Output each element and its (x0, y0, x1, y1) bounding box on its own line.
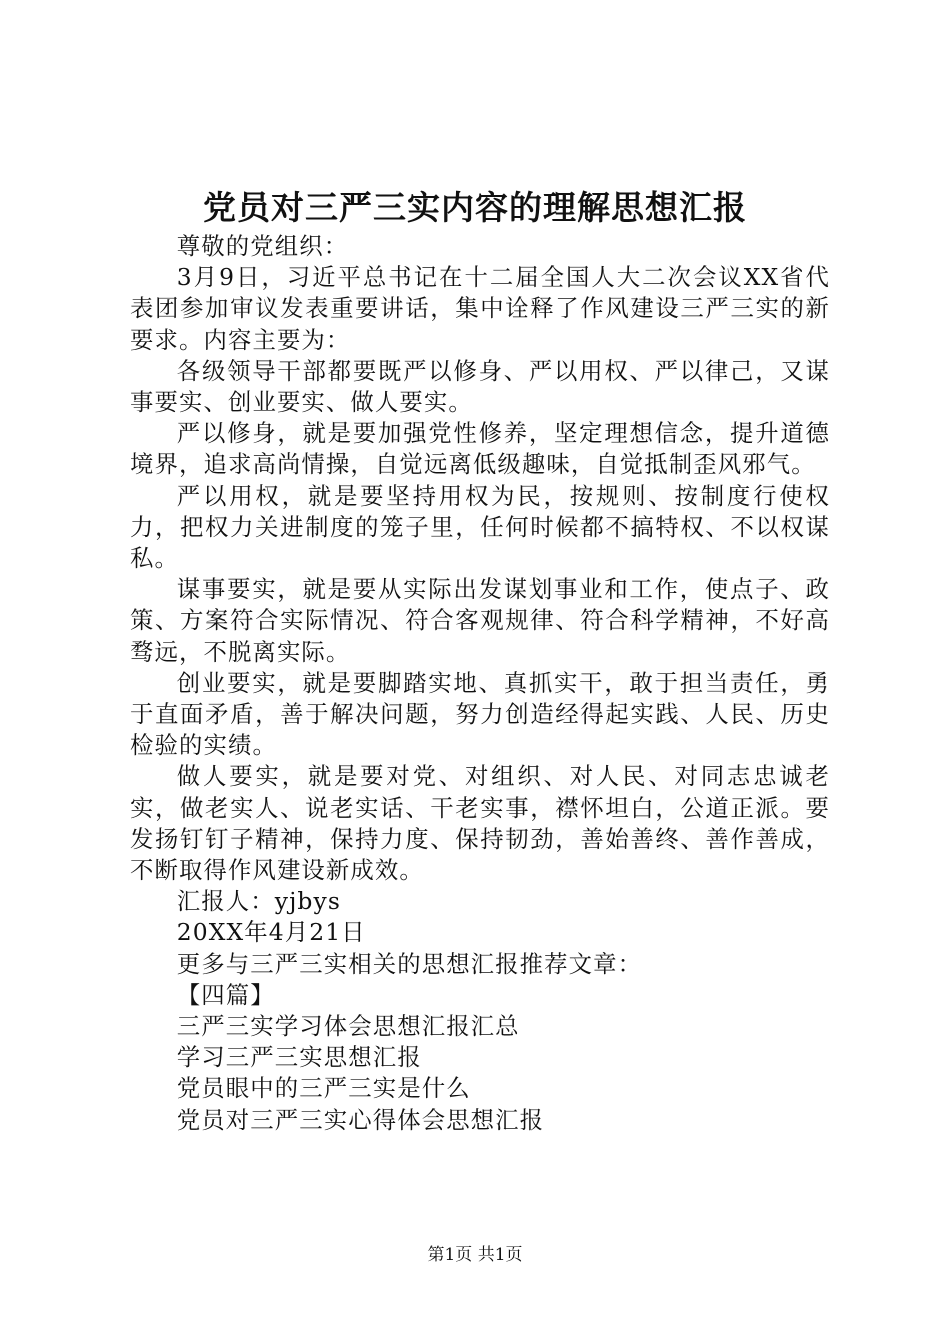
related-article-link[interactable]: 学习三严三实思想汇报 (176, 1043, 422, 1072)
related-count: 【四篇】 (176, 980, 275, 1009)
paragraph: 3月9日，习近平总书记在十二届全国人大二次会议XX省代表团参加审议发表重要讲话，集中诠释了作风建设三严三实的新要求。内容主要为： (130, 263, 830, 354)
paragraph: 严以修身，就是要加强党性修养，坚定理想信念，提升道德境界，追求高尚情操，自觉远离低级趣味，自觉抵制歪风邪气。 (130, 419, 830, 479)
salutation: 尊敬的党组织： (176, 232, 349, 260)
reporter-line: 汇报人：yjbys (176, 887, 341, 916)
document-body (130, 231, 830, 1136)
paragraph: 谋事要实，就是要从实际出发谋划事业和工作，使点子、政策、方案符合实际情况、符合客观规律、符合科学精神，不好高骛远，不脱离实际。 (130, 575, 830, 666)
page-number: 第1页 共1页 (427, 1245, 523, 1265)
related-article-link[interactable]: 三严三实学习体会思想汇报汇总 (176, 1012, 520, 1041)
document-title: 党员对三严三实内容的理解思想汇报 (203, 188, 747, 227)
related-article-link[interactable]: 党员眼中的三严三实是什么 (176, 1074, 471, 1103)
paragraph: 做人要实，就是要对党、对组织、对人民、对同志忠诚老实，做老实人、说老实话、干老实事，襟怀坦白，公道正派。要发扬钉钉子精神，保持力度、保持韧劲，善始善终、善作善成，不断取得作风建设新成效。 (130, 762, 830, 885)
related-article-link[interactable]: 党员对三严三实心得体会思想汇报 (176, 1105, 545, 1134)
date-line: 20XX年4月21日 (176, 918, 366, 947)
paragraph: 各级领导干部都要既严以修身、严以用权、严以律己，又谋事要实、创业要实、做人要实。 (130, 356, 830, 417)
paragraph: 严以用权，就是要坚持用权为民，按规则、按制度行使权力，把权力关进制度的笼子里，任何时候都不搞特权、不以权谋私。 (130, 481, 830, 573)
paragraph: 创业要实，就是要脚踏实地、真抓实干，敢于担当责任，勇于直面矛盾，善于解决问题，努力创造经得起实践、人民、历史检验的实绩。 (130, 668, 830, 760)
related-heading: 更多与三严三实相关的思想汇报推荐文章： (176, 949, 643, 978)
